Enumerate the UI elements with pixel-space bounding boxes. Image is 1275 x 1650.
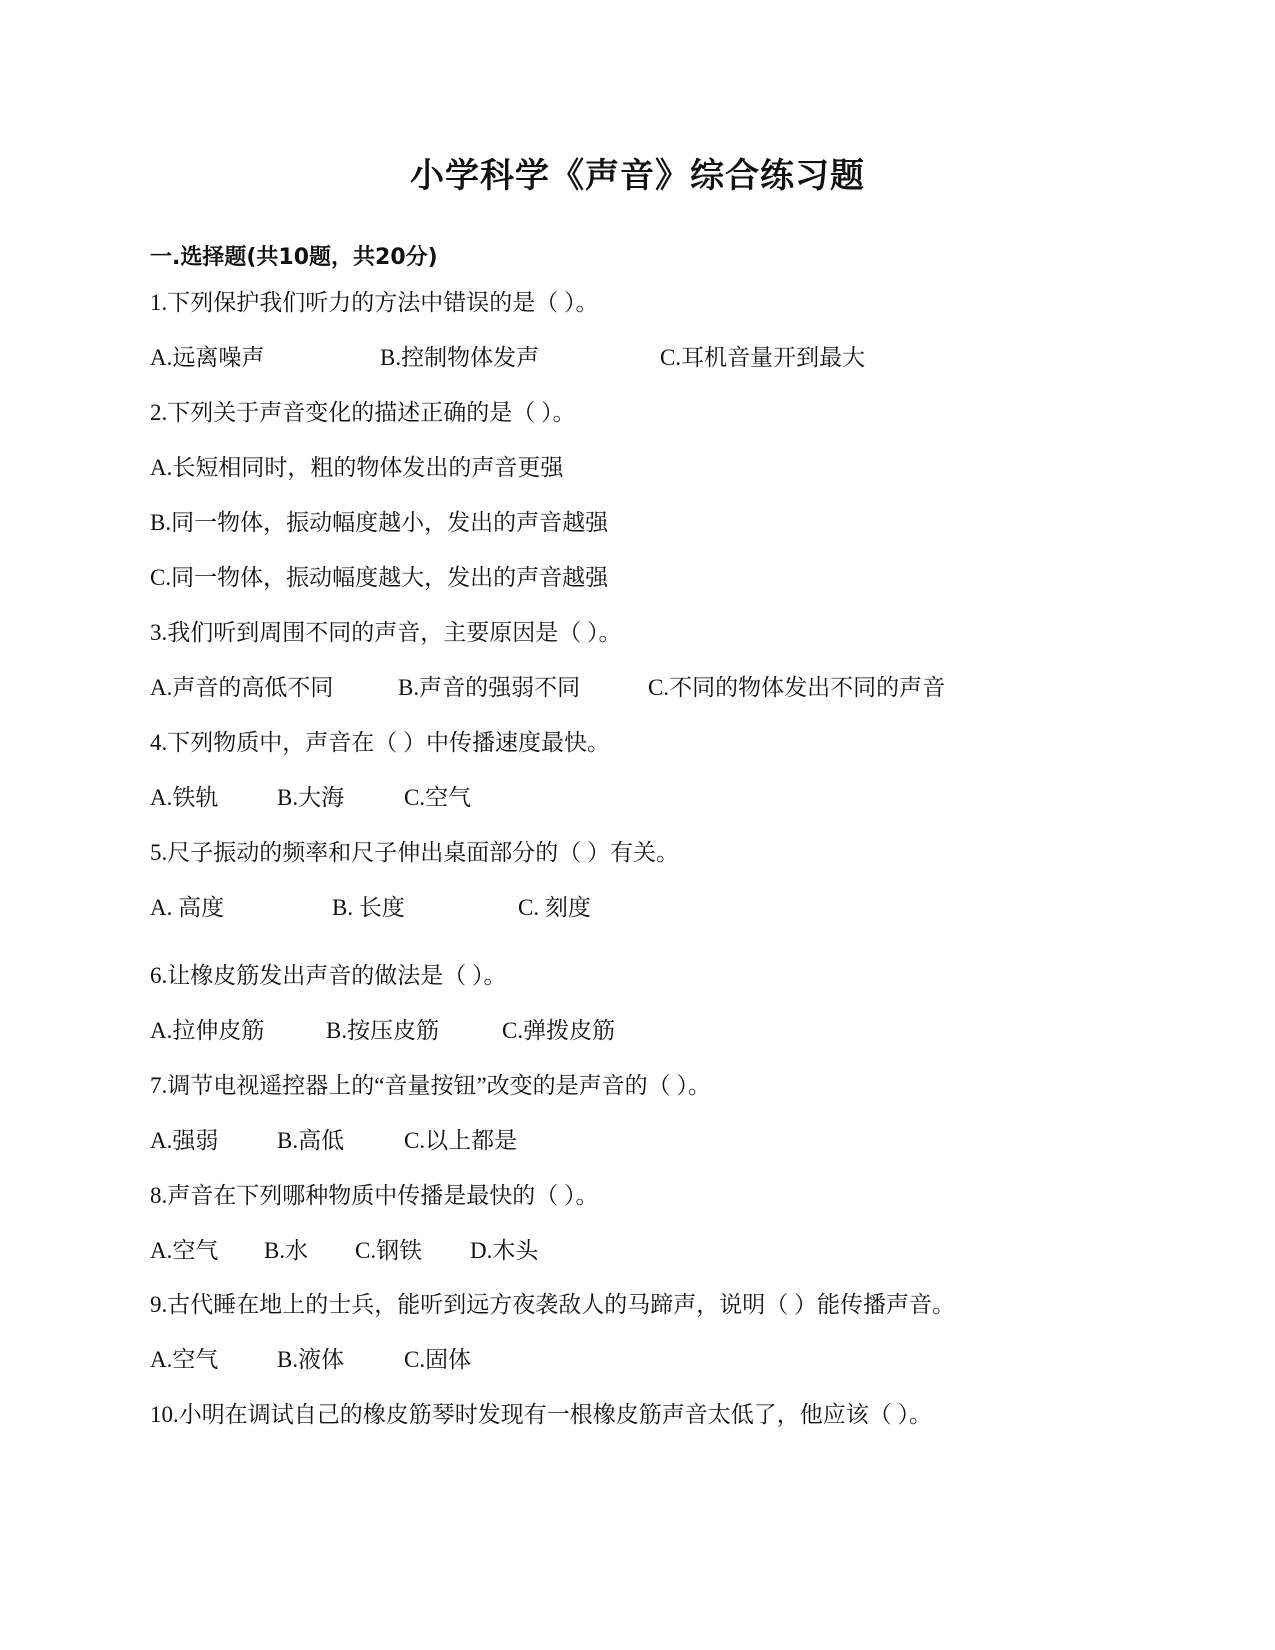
question-stem-4: 4.下列物质中，声音在（ ）中传播速度最快。 <box>150 730 610 755</box>
option-7-b: B.高低 <box>277 1128 345 1153</box>
option-5-b: B. 长度 <box>332 895 405 920</box>
option-5-a: A. 高度 <box>150 895 225 920</box>
question-stem-1: 1.下列保护我们听力的方法中错误的是（ ）。 <box>150 290 599 315</box>
option-8-a: A.空气 <box>150 1238 219 1263</box>
option-6-a: A.拉伸皮筋 <box>150 1018 265 1043</box>
question-stem-8: 8.声音在下列哪种物质中传播是最快的（ ）。 <box>150 1183 599 1208</box>
option-1-c: C.耳机音量开到最大 <box>660 345 866 370</box>
option-3-b: B.声音的强弱不同 <box>398 675 581 700</box>
option-6-b: B.按压皮筋 <box>326 1018 440 1043</box>
option-8-d: D.木头 <box>470 1238 539 1263</box>
question-stem-3: 3.我们听到周围不同的声音，主要原因是（ ）。 <box>150 620 622 645</box>
option-2-c: C.同一物体，振动幅度越大，发出的声音越强 <box>150 565 609 590</box>
option-8-c: C.钢铁 <box>355 1238 423 1263</box>
question-stem-9: 9.古代睡在地上的士兵，能听到远方夜袭敌人的马蹄声，说明（ ）能传播声音。 <box>150 1292 955 1317</box>
option-6-c: C.弹拨皮筋 <box>502 1018 616 1043</box>
option-4-a: A.铁轨 <box>150 785 219 810</box>
option-2-a: A.长短相同时，粗的物体发出的声音更强 <box>150 455 564 480</box>
question-stem-6: 6.让橡皮筋发出声音的做法是（ ）。 <box>150 963 507 988</box>
page-title: 小学科学《声音》综合练习题 <box>410 156 865 196</box>
option-9-a: A.空气 <box>150 1347 219 1372</box>
option-2-b: B.同一物体，振动幅度越小，发出的声音越强 <box>150 510 609 535</box>
section-heading: 一.选择题(共10题，共20分) <box>150 245 438 270</box>
question-stem-5: 5.尺子振动的频率和尺子伸出桌面部分的（ ）有关。 <box>150 840 679 865</box>
question-stem-2: 2.下列关于声音变化的描述正确的是（ ）。 <box>150 400 576 425</box>
option-9-c: C.固体 <box>404 1347 472 1372</box>
option-7-a: A.强弱 <box>150 1128 219 1153</box>
option-5-c: C. 刻度 <box>518 895 591 920</box>
option-4-b: B.大海 <box>277 785 345 810</box>
question-stem-7: 7.调节电视遥控器上的“音量按钮”改变的是声音的（ ）。 <box>150 1073 711 1098</box>
question-stem-10: 10.小明在调试自己的橡皮筋琴时发现有一根橡皮筋声音太低了，他应该（ ）。 <box>150 1402 932 1427</box>
option-8-b: B.水 <box>264 1238 309 1263</box>
option-1-b: B.控制物体发声 <box>380 345 540 370</box>
option-7-c: C.以上都是 <box>404 1128 518 1153</box>
option-9-b: B.液体 <box>277 1347 345 1372</box>
option-3-a: A.声音的高低不同 <box>150 675 334 700</box>
option-1-a: A.远离噪声 <box>150 345 265 370</box>
option-4-c: C.空气 <box>404 785 472 810</box>
option-3-c: C.不同的物体发出不同的声音 <box>648 675 946 700</box>
